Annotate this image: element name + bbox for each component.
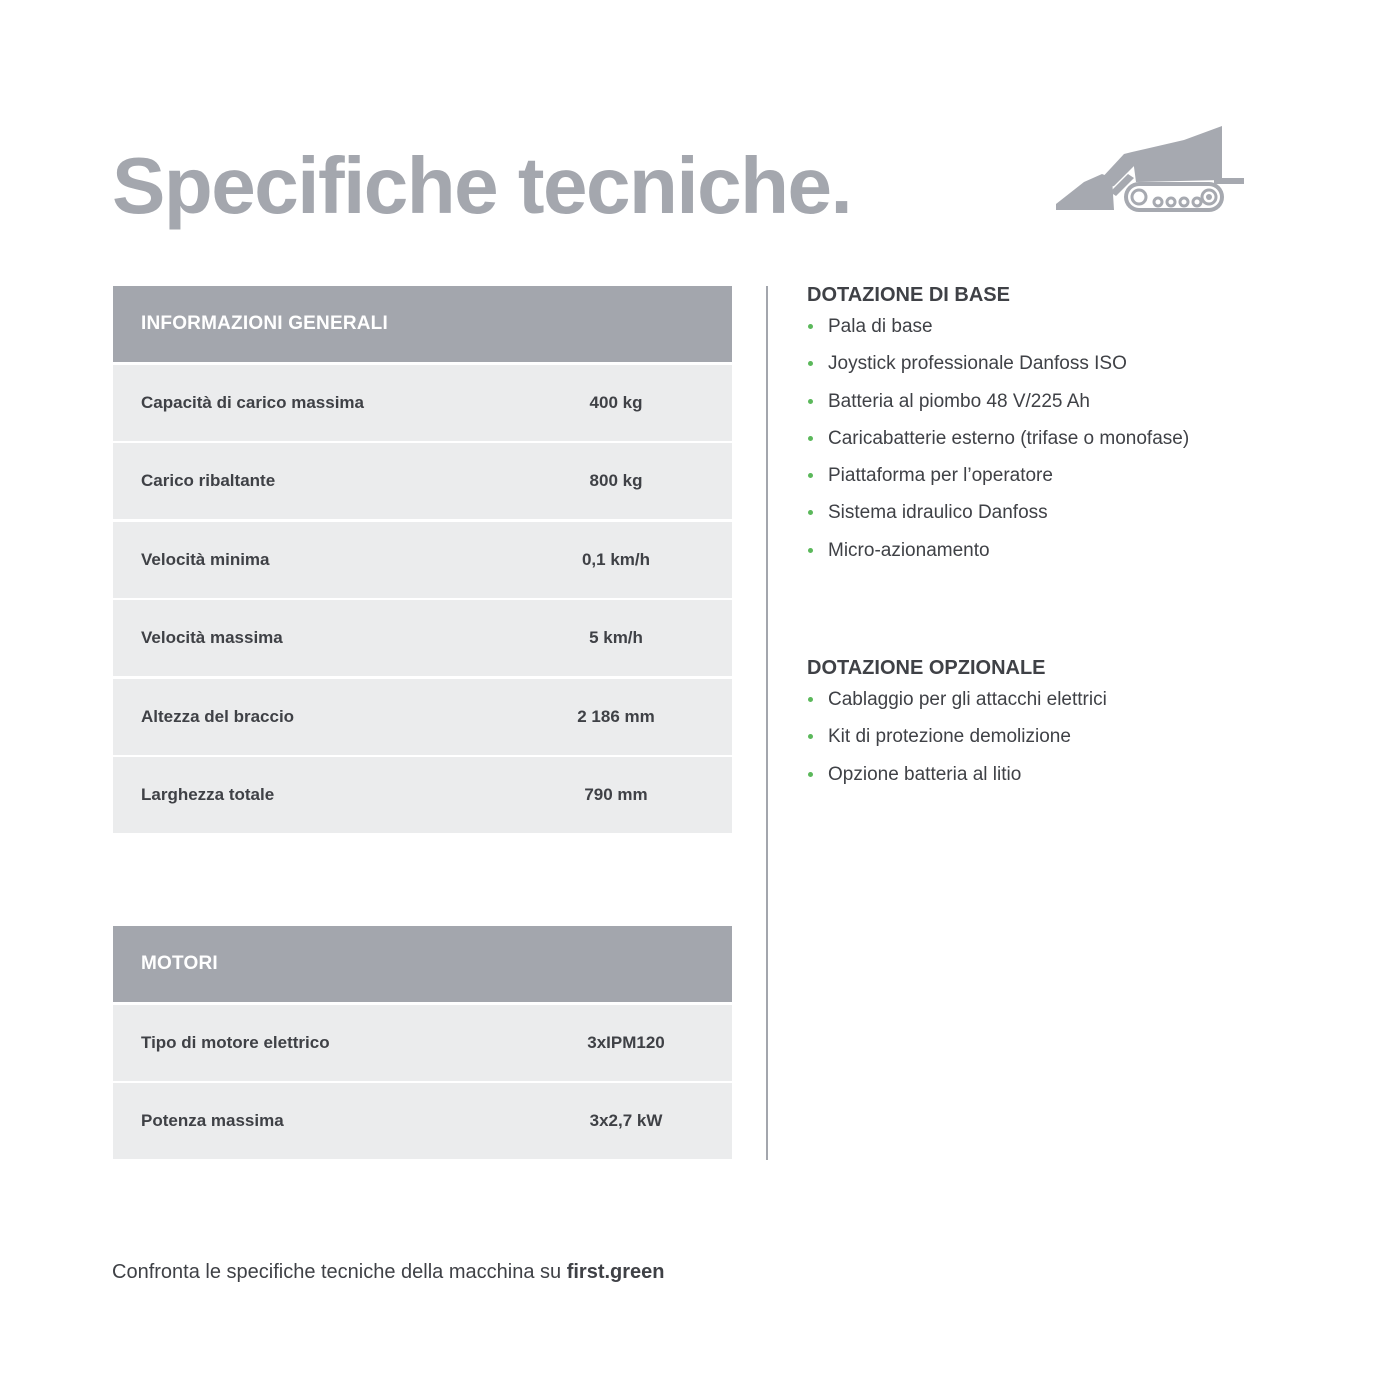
list-item-text: Kit di protezione demolizione <box>828 726 1071 748</box>
list-item-text: Sistema idraulico Danfoss <box>828 502 1048 524</box>
bullet-icon <box>808 361 813 366</box>
bullet-icon <box>808 734 813 739</box>
table-row <box>113 522 732 598</box>
list-item <box>807 687 1327 724</box>
spec-value: 3x2,7 kW <box>589 1111 663 1130</box>
list-item-text: Cablaggio per gli attacchi elettrici <box>828 689 1107 710</box>
spec-value: 400 kg <box>589 392 643 412</box>
table-row <box>113 600 732 676</box>
table-row <box>113 365 732 441</box>
bullet-icon <box>808 548 813 553</box>
list-item-text: Micro-azionamento <box>828 539 990 561</box>
list-item <box>807 724 1327 761</box>
general-info-heading: INFORMAZIONI GENERALI <box>113 286 732 362</box>
optional-equipment-list <box>807 687 1327 799</box>
list-item-text: Batteria al piombo 48 V/225 Ah <box>828 390 1090 412</box>
list-item-text: Pala di base <box>828 316 933 337</box>
column-divider <box>766 286 768 1160</box>
spec-value: 3xIPM120 <box>587 1032 665 1052</box>
list-item <box>807 538 1327 575</box>
bullet-icon <box>808 399 813 404</box>
table-row <box>113 1083 732 1159</box>
table-row <box>113 757 732 833</box>
bullet-icon <box>808 510 813 515</box>
list-item-text: Joystick professionale Danfoss ISO <box>828 353 1127 375</box>
spec-label: Capacità di carico massima <box>141 392 365 412</box>
list-item <box>807 762 1327 799</box>
spec-label: Velocità massima <box>141 628 283 647</box>
list-item <box>807 314 1327 351</box>
base-equipment-heading: DOTAZIONE DI BASE <box>807 284 1010 306</box>
bullet-icon <box>808 324 813 329</box>
list-item-text: Caricabatterie esterno (trifase o monofase) <box>828 427 1190 449</box>
list-item-text: Opzione batteria al litio <box>828 763 1022 785</box>
bullet-icon <box>808 473 813 478</box>
list-item <box>807 351 1327 388</box>
table-row <box>113 679 732 755</box>
bullet-icon <box>808 772 813 777</box>
list-item <box>807 463 1327 500</box>
compact-track-loader-icon <box>1054 122 1246 216</box>
list-item <box>807 389 1327 426</box>
list-item-text: Piattaforma per l’operatore <box>828 465 1053 487</box>
spec-value: 5 km/h <box>589 628 643 647</box>
optional-equipment-section <box>807 655 1327 799</box>
spec-value: 2 186 mm <box>577 706 655 726</box>
table-row <box>113 1005 732 1081</box>
motors-heading: MOTORI <box>113 926 732 1002</box>
bullet-icon <box>808 697 813 702</box>
optional-equipment-heading: DOTAZIONE OPZIONALE <box>807 657 1046 679</box>
footer-text: Confronta le specifiche tecniche della macchina su <box>112 1261 567 1283</box>
list-item <box>807 500 1327 537</box>
footer-note <box>112 1259 665 1285</box>
website-link[interactable]: first.green <box>566 1261 665 1283</box>
base-equipment-list <box>807 314 1327 575</box>
base-equipment-section <box>807 282 1327 575</box>
spec-label: Larghezza totale <box>141 785 275 804</box>
spec-value: 790 mm <box>584 785 648 804</box>
list-item <box>807 426 1327 463</box>
table-row <box>113 443 732 519</box>
bullet-icon <box>808 436 813 441</box>
general-info-table <box>113 286 732 833</box>
spec-value: 800 kg <box>589 471 643 490</box>
motors-table <box>113 926 732 1159</box>
spec-label: Carico ribaltante <box>141 471 276 490</box>
spec-value: 0,1 km/h <box>581 549 651 569</box>
page-title: Specifiche tecniche. <box>112 141 852 230</box>
spec-label: Potenza massima <box>141 1111 284 1130</box>
spec-label: Altezza del braccio <box>141 706 295 726</box>
spec-label: Tipo di motore elettrico <box>141 1032 330 1052</box>
spec-label: Velocità minima <box>141 549 270 569</box>
